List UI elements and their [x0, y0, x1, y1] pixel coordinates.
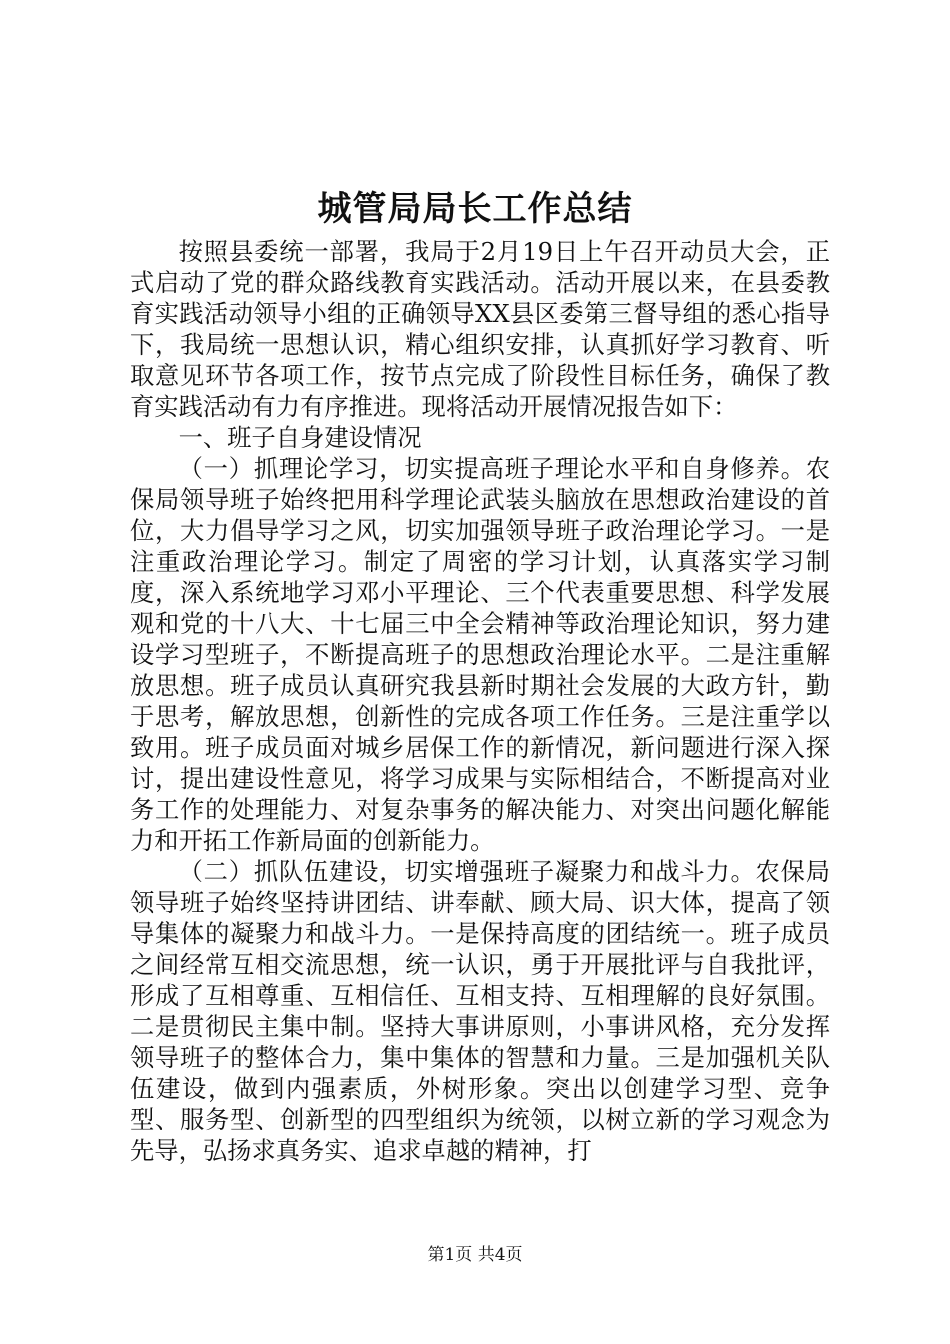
subsection-paragraph-1: （一）抓理论学习，切实提高班子理论水平和自身修养。农保局领导班子始终把用科学理论武装头脑放在思想政治建设的首位，大力倡导学习之风，切实加强领导班子政治理论学习。一是注重政治理论学习。制定了周密的学习计划，认真落实学习制度，深入系统地学习邓小平理论、三个代表重要思想、科学发展观和党的十八大、十七届三中全会精神等政治理论知识，努力建设学习型班子，不断提高班子的思想政治理论水平。二是注重解放思想。班子成员认真研究我县新时期社会发展的大政方针，勤于思考，解放思想，创新性的完成各项工作任务。三是注重学以致用。班子成员面对城乡居保工作的新情况，新问题进行深入探讨，提出建设性意见，将学习成果与实际相结合，不断提高对业务工作的处理能力、对复杂事务的解决能力、对突出问题化解能力和开拓工作新局面的创新能力。 [130, 454, 830, 855]
document-body [130, 236, 830, 1166]
subsection-paragraph-2: （二）抓队伍建设，切实增强班子凝聚力和战斗力。农保局领导班子始终坚持讲团结、讲奉献、顾大局、识大体，提高了领导集体的凝聚力和战斗力。一是保持高度的团结统一。班子成员之间经常互相交流思想，统一认识，勇于开展批评与自我批评，形成了互相尊重、互相信任、互相支持、互相理解的良好氛围。二是贯彻民主集中制。坚持大事讲原则，小事讲风格，充分发挥领导班子的整体合力，集中集体的智慧和力量。三是加强机关队伍建设，做到内强素质，外树形象。突出以创建学习型、竞争型、服务型、创新型的四型组织为统领，以树立新的学习观念为先导，弘扬求真务实、追求卓越的精神，打 [130, 857, 830, 1165]
intro-paragraph: 按照县委统一部署，我局于2月19日上午召开动员大会，正式启动了党的群众路线教育实践活动。活动开展以来，在县委教育实践活动领导小组的正确领导XX县区委第三督导组的悉心指导下，我局统一思想认识，精心组织安排，认真抓好学习教育、听取意见环节各项工作，按节点完成了阶段性目标任务，确保了教育实践活动有力有序推进。现将活动开展情况报告如下： [130, 237, 830, 421]
document-title: 城管局局长工作总结 [317, 189, 633, 229]
page-number-footer: 第1页 共4页 [427, 1245, 523, 1265]
section-heading: 一、班子自身建设情况 [178, 423, 422, 452]
